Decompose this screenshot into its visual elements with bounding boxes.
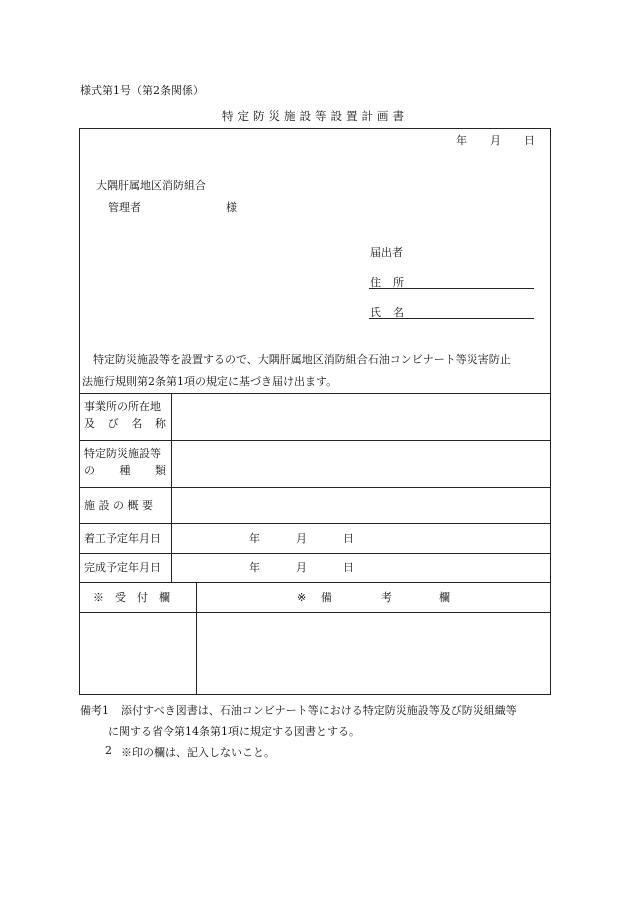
facility-type-label-char: の	[84, 464, 95, 477]
address-label-2: 所	[393, 276, 404, 289]
facility-type-label-line-1: 特定防災施設等	[84, 447, 161, 460]
office-label-char: 及	[84, 417, 95, 430]
facility-type-label-char: 類	[155, 464, 166, 477]
start-date-day: 日	[343, 532, 354, 545]
office-label-char: び	[107, 417, 119, 430]
date-day: 日	[524, 134, 535, 147]
office-label-char: 名	[131, 417, 143, 430]
form-number: 様式第1号（第2条関係）	[80, 84, 204, 97]
start-date-month: 月	[296, 532, 307, 545]
facility-type-label-char: 種	[119, 464, 131, 477]
office-label-char: 称	[154, 417, 166, 430]
note-1-line-1: 添付すべき図書は、石油コンビナート等における特定防災施設等及び防災組織等	[121, 704, 517, 717]
address-label-1: 住	[370, 276, 381, 289]
reception-header: ※ 受 付 欄	[93, 591, 170, 604]
addressee-role: 管理者	[108, 201, 141, 214]
name-label-1: 氏	[370, 306, 381, 319]
name-label-2: 名	[393, 306, 404, 319]
note-1-line-2: に関する省令第14条第1項に規定する図書とする。	[108, 725, 360, 738]
name-underline	[369, 318, 534, 319]
notifier-label: 届出者	[370, 246, 403, 259]
divider-statement	[80, 393, 550, 394]
divider-label-column	[171, 393, 172, 582]
statement-line-1: 特定防災施設等を設置するので、大隅肝属地区消防組合石油コンビナート等災害防止	[93, 353, 511, 366]
overview-label: 施 設 の 概 要	[84, 499, 153, 512]
addressee-organization: 大隅肝属地区消防組合	[96, 179, 206, 192]
completion-date-year: 年	[249, 561, 260, 574]
start-date-label: 着工予定年月日	[84, 532, 161, 545]
remarks-header-char: 考	[381, 591, 392, 604]
completion-date-label: 完成予定年月日	[84, 561, 161, 574]
divider-reception-column	[196, 582, 197, 694]
note-2-label: 2	[105, 744, 112, 757]
remarks-header-char: 欄	[439, 591, 450, 604]
divider-completion-date	[80, 582, 550, 583]
start-date-year: 年	[249, 532, 260, 545]
divider-start-date	[80, 553, 550, 554]
divider-facility-type	[80, 487, 550, 488]
date-month: 月	[490, 134, 501, 147]
office-label-line-1: 事業所の所在地	[84, 400, 161, 413]
remarks-header-char: 備	[321, 591, 332, 604]
statement-line-2: 法施行規則第2条第1項の規定に基づき届け出ます。	[82, 375, 338, 388]
divider-office	[80, 440, 550, 441]
facility-type-label-line-2	[84, 462, 166, 480]
divider-overview	[80, 523, 550, 524]
date-year: 年	[456, 134, 467, 147]
address-underline	[369, 288, 534, 289]
remarks-header-mark: ※	[297, 591, 307, 604]
office-label-line-2	[84, 415, 166, 433]
note-2-text: ※印の欄は、記入しないこと。	[121, 746, 275, 759]
completion-date-day: 日	[343, 561, 354, 574]
addressee-honorific: 様	[226, 201, 237, 214]
document-title: 特定防災施設等設置計画書	[222, 109, 408, 123]
divider-bottom-header	[80, 612, 550, 613]
completion-date-month: 月	[296, 561, 307, 574]
note-1-label: 備考1	[80, 704, 109, 717]
